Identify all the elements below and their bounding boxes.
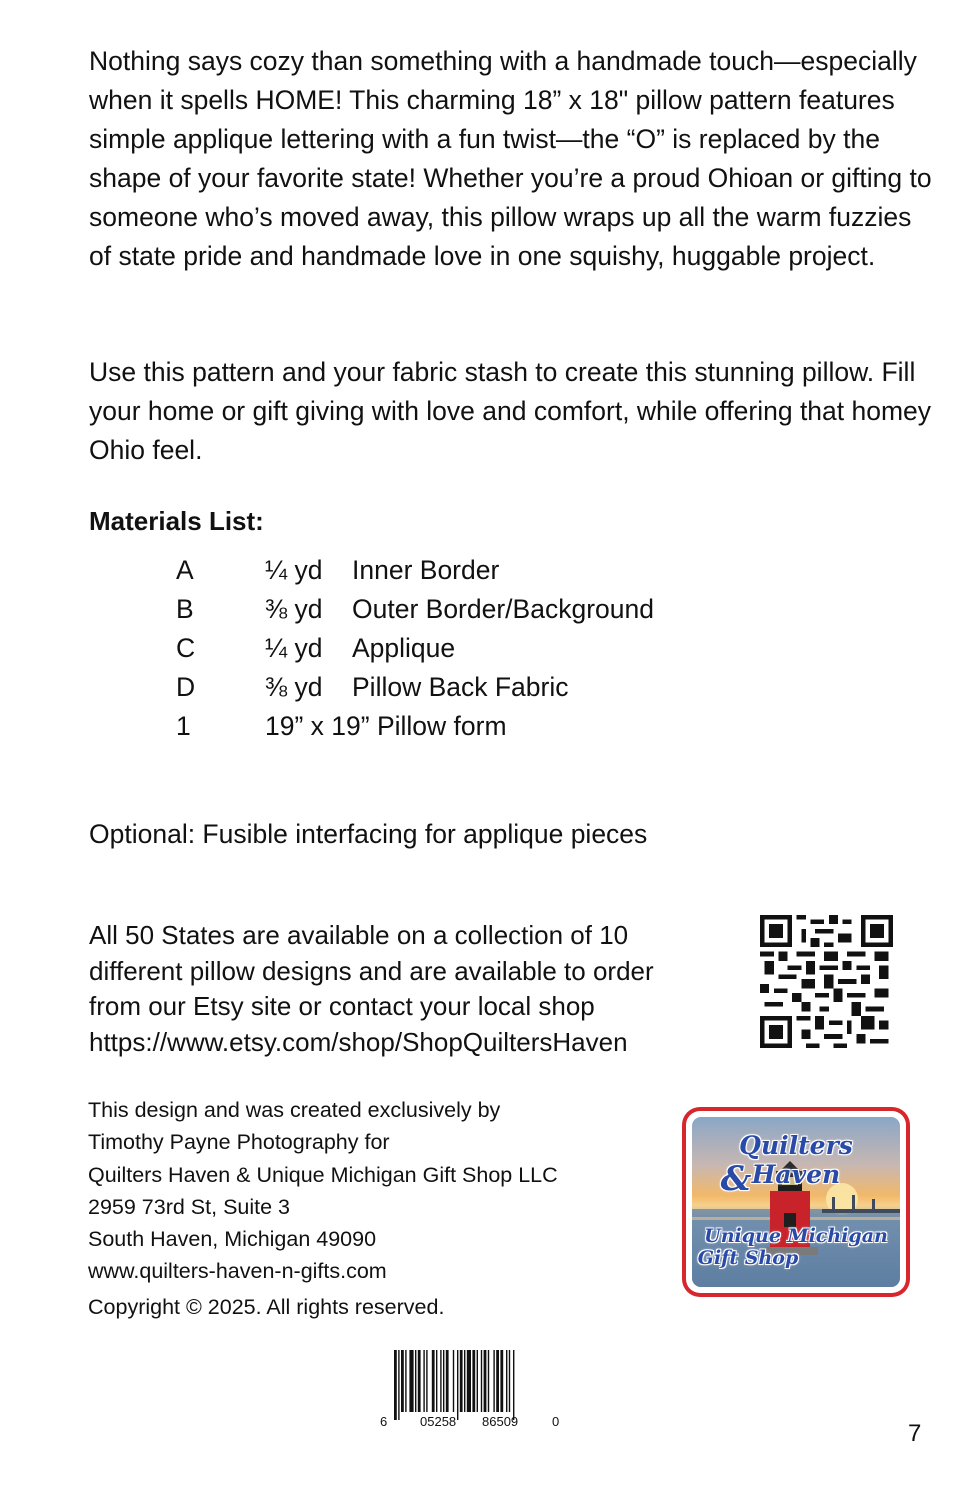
barcode-bar: [481, 1350, 482, 1412]
material-qty: 19” x 19” Pillow form: [265, 711, 507, 741]
page-number: 7: [908, 1420, 922, 1447]
material-letter: D: [176, 672, 196, 702]
material-qty: ¼ yd: [265, 633, 323, 663]
material-qty: ⅜ yd: [265, 594, 323, 624]
logo-text: &: [720, 1159, 752, 1199]
barcode-bar: [409, 1350, 413, 1412]
barcode-bar: [477, 1350, 478, 1412]
availability-line: All 50 States are available on a collection of 10: [89, 920, 629, 950]
logo-text: Quilters Haven: [739, 1131, 853, 1189]
copyright: Copyright © 2025. All rights reserved.: [88, 1295, 445, 1319]
barcode: [380, 1350, 560, 1428]
barcode-bar: [496, 1350, 499, 1412]
materials-title: Materials List:: [89, 506, 264, 536]
barcode-bar: [394, 1350, 397, 1420]
material-letter: 1: [176, 711, 191, 741]
barcode-bar: [472, 1350, 475, 1412]
credit-line: South Haven, Michigan 49090: [88, 1227, 377, 1252]
barcode-bar: [443, 1350, 444, 1412]
barcode-bar: [401, 1350, 404, 1412]
barcode-bar: [506, 1350, 507, 1412]
logo-frame: [686, 1111, 906, 1293]
credit-line: 2959 73rd St, Suite 3: [88, 1194, 291, 1219]
credit-line: Timothy Payne Photography for: [88, 1130, 390, 1155]
barcode-bar: [457, 1350, 458, 1420]
sunset-lighthouse-image: [692, 1117, 900, 1287]
barcode-digit: 6: [380, 1414, 388, 1428]
barcode-bar: [467, 1350, 471, 1412]
qr-code[interactable]: [760, 915, 893, 1048]
barcode-bar: [453, 1350, 454, 1412]
barcode-bar: [415, 1350, 416, 1412]
barcode-digit: 05258: [420, 1414, 457, 1428]
material-desc: Applique: [352, 633, 456, 663]
website-link[interactable]: www.quilters-haven-n-gifts.com: [88, 1259, 387, 1284]
barcode-bar: [398, 1350, 399, 1420]
availability-line: different pillow designs and are available to order: [89, 955, 654, 986]
availability-text: [89, 918, 749, 1060]
credits: [88, 1094, 558, 1288]
barcode-bar: [500, 1350, 503, 1412]
barcode-bar: [493, 1350, 494, 1412]
barcode-bar: [436, 1350, 437, 1412]
barcode-digit: 0: [552, 1414, 560, 1428]
barcode-bar: [446, 1350, 449, 1412]
barcode-bar: [405, 1350, 406, 1412]
material-desc: Inner Border: [352, 555, 500, 585]
barcode-bar: [513, 1350, 514, 1420]
barcode-bar: [488, 1350, 489, 1412]
usage-paragraph: Use this pattern and your fabric stash to create this stunning pillow. Fill your home or gift giving with love and comfort, while offering that homey Ohio feel.: [89, 357, 932, 465]
material-letter: A: [176, 555, 194, 585]
material-letter: C: [176, 633, 196, 663]
barcode-bar: [426, 1350, 427, 1412]
material-letter: B: [176, 594, 194, 624]
material-desc: Pillow Back Fabric: [352, 672, 569, 702]
barcode-bar: [484, 1350, 487, 1412]
etsy-link[interactable]: https://www.etsy.com/shop/ShopQuiltersHaven: [89, 1026, 628, 1057]
barcode-bar: [423, 1350, 424, 1412]
credit-line: This design and was created exclusively by: [88, 1098, 501, 1122]
barcode-bar: [509, 1350, 510, 1412]
barcode-bar: [418, 1350, 421, 1412]
logo-text: Gift Shop: [697, 1247, 799, 1269]
barcode-digit: 86509: [482, 1414, 519, 1428]
intro-paragraph: Nothing says cozy than something with a handmade touch—especially when it spells HOME! This charming 18” x 18" pillow pattern features simple applique lettering with a fun twist—the “O” is replaced by the shape of your favorite state! Whether you’re a proud Ohioan or gifting to someone who’s moved away, this pillow wraps up all the warm fuzzies of state pride and handmade love in one squishy, huggable project.: [89, 46, 932, 271]
barcode-bar: [460, 1350, 463, 1412]
quilters-haven-logo: [682, 1107, 910, 1297]
logo-text: Unique Michigan: [704, 1225, 888, 1247]
credit-line: Quilters Haven & Unique Michigan Gift Shop LLC: [88, 1162, 558, 1187]
optional-note: Optional: Fusible interfacing for applique pieces: [89, 819, 648, 849]
barcode-bar: [440, 1350, 441, 1412]
material-qty: ¼ yd: [265, 555, 323, 585]
material-desc: Outer Border/Background: [352, 594, 654, 624]
availability-line: from our Etsy site or contact your local shop: [89, 991, 595, 1021]
barcode-bar: [432, 1350, 435, 1412]
barcode-bar: [464, 1350, 465, 1412]
material-qty: ⅜ yd: [265, 672, 323, 702]
